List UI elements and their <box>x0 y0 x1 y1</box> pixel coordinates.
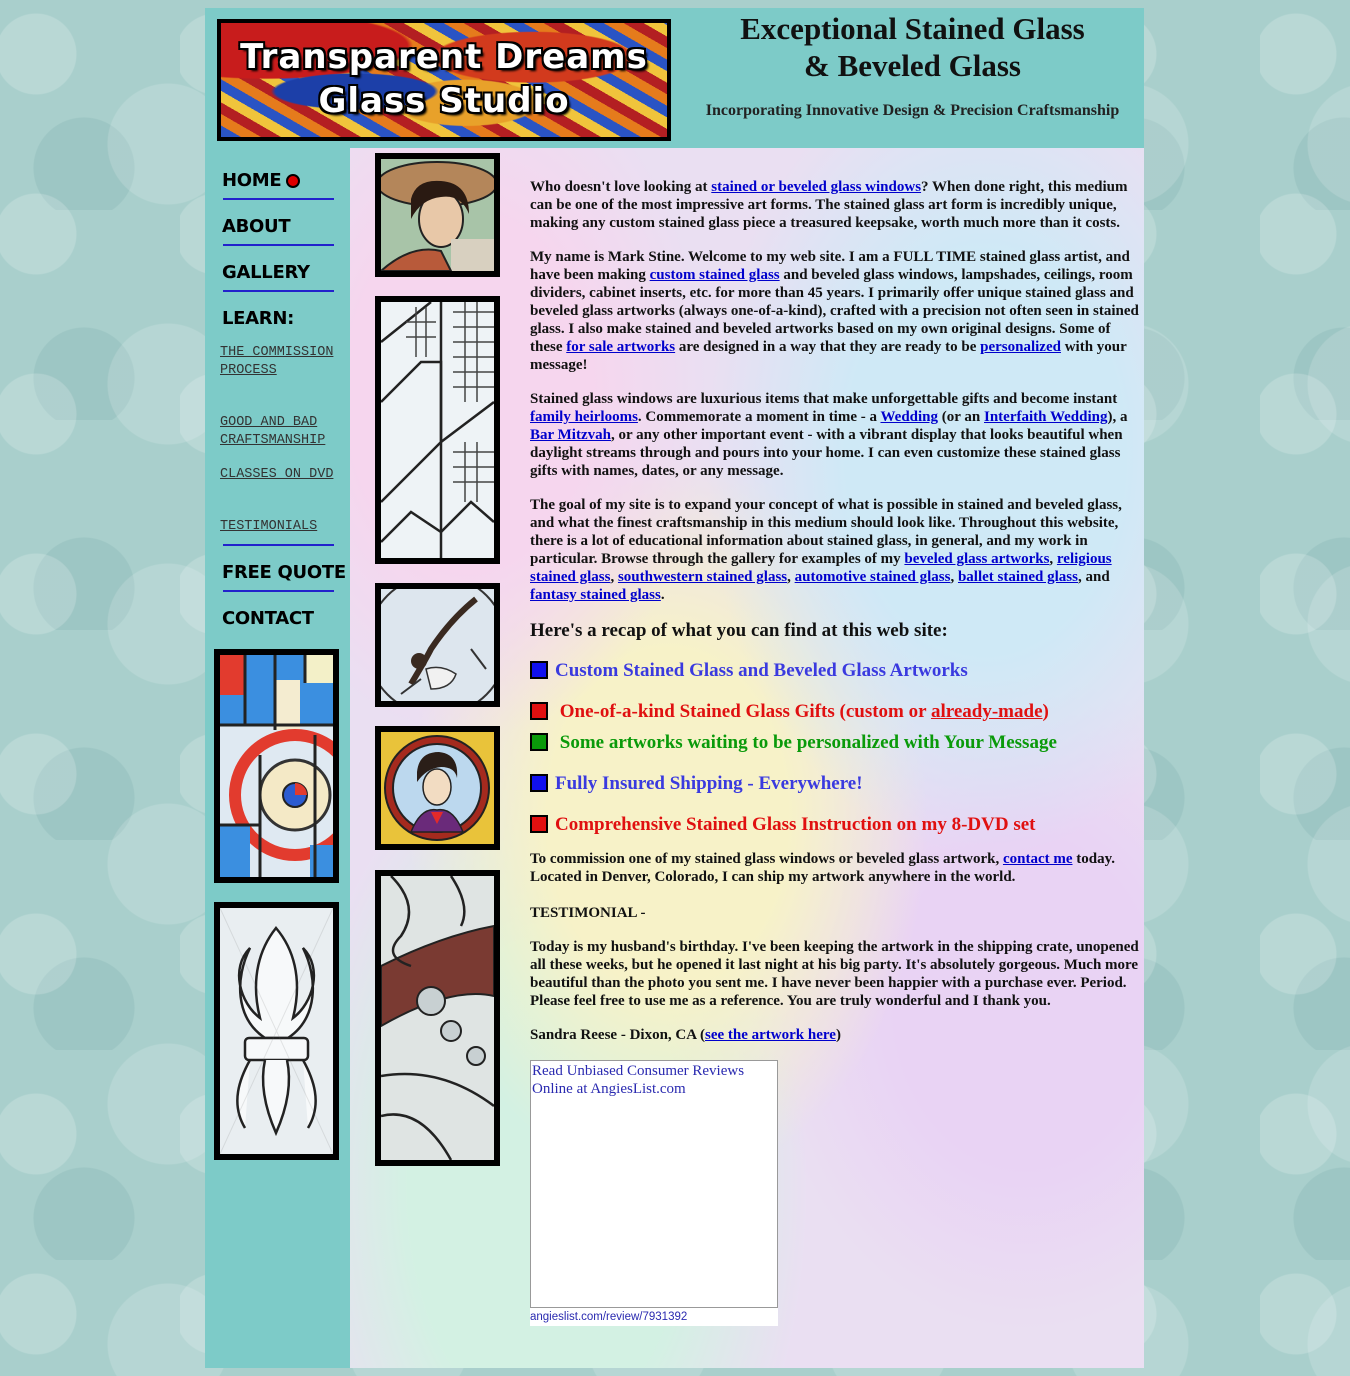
portrait-roundel-art <box>381 732 494 844</box>
green-square-icon <box>530 733 548 751</box>
page-title <box>685 10 1140 84</box>
gifts-paragraph <box>530 390 1142 480</box>
text-span: One-of-a-kind Stained Glass Gifts (custom or <box>559 701 931 722</box>
blue-square-icon <box>530 774 548 792</box>
nav-divider <box>223 590 334 592</box>
text-span: . Commemorate a moment in time - a <box>637 409 881 425</box>
abstract-tall-art <box>381 876 494 1160</box>
text-span: ? When done right, this medium can be one of the most impressive art forms. The stained glass art form is incredibly unique, making any custom stained glass piece a treasured keepsake, worth much more than it costs. <box>530 179 1128 231</box>
feature-item <box>530 660 1142 682</box>
text-span: , <box>950 569 958 585</box>
recap-heading: Here's a recap of what you can find at this web site: <box>530 620 948 641</box>
text-span: are designed in a way that they are ready to be <box>675 339 981 355</box>
text-span: Who doesn't love looking at <box>530 179 712 195</box>
text-span: , <box>1049 551 1057 567</box>
portrait-roundel-glass-image[interactable] <box>375 726 500 850</box>
nav-divider <box>223 290 334 292</box>
text-span: Some artworks waiting to be personalized with Your Message <box>559 732 1057 753</box>
text-span: (or an <box>938 409 984 425</box>
link-custom-stained-glass[interactable]: custom stained glass <box>649 267 780 283</box>
geometric-glass-art <box>220 655 333 877</box>
link-contact-me[interactable]: contact me <box>1002 851 1073 867</box>
intro-paragraph <box>530 178 1142 232</box>
text-span: My name is Mark Stine. Welcome to my web site. I am a FULL TIME stained glass artist, and have been making <box>530 249 1130 283</box>
link-automotive-stained-glass[interactable]: automotive stained glass <box>794 569 951 585</box>
text-span: , or any other important event - with a vibrant display that looks beautiful when daylight streams through and pours into your home. I can even customize these stained glass gifts with names, dates, or any message. <box>530 427 1123 479</box>
feature-item <box>530 814 1142 836</box>
nav-divider <box>223 544 334 546</box>
page-wrapper <box>205 8 1144 1368</box>
link-stained-beveled-windows[interactable]: stained or beveled glass windows <box>711 179 922 195</box>
fleur-glass-image[interactable] <box>214 902 339 1160</box>
nav-commission-process[interactable]: THE COMMISSION PROCESS <box>220 345 334 378</box>
link-interfaith-wedding[interactable]: Interfaith Wedding <box>984 409 1108 425</box>
nav-home-label: HOME <box>222 170 282 191</box>
logo-line2: Glass Studio <box>318 81 570 121</box>
link-bar-mitzvah[interactable]: Bar Mitzvah <box>530 427 611 443</box>
main-content <box>350 148 1144 1368</box>
feature-item <box>530 701 1142 723</box>
testimonial-heading: TESTIMONIAL - <box>530 905 646 921</box>
nav-contact[interactable]: CONTACT <box>222 608 314 629</box>
text-span: ), a <box>1107 409 1128 425</box>
testimonial-signature <box>530 1026 1142 1044</box>
nav-classes-dvd[interactable]: CLASSES ON DVD <box>220 467 334 482</box>
text-span: today. Located in Denver, Colorado, I can ship my artwork anywhere in the world. <box>530 851 1116 885</box>
goal-paragraph <box>530 496 1142 604</box>
lady-portrait-art <box>381 159 494 271</box>
link-for-sale-artworks[interactable]: for sale artworks <box>566 339 676 355</box>
about-paragraph <box>530 248 1142 374</box>
link-beveled-glass-artworks[interactable]: beveled glass artworks <box>904 551 1050 567</box>
nav-craftsmanship[interactable]: GOOD AND BAD CRAFTSMANSHIP <box>220 415 326 448</box>
link-southwestern-stained-glass[interactable]: southwestern stained glass <box>617 569 788 585</box>
link-ballet-stained-glass[interactable]: ballet stained glass <box>957 569 1078 585</box>
text-span: Stained glass windows are luxurious items that make unforgettable gifts and become instant <box>530 391 1118 407</box>
text-span: , <box>787 569 795 585</box>
testimonial-body: Today is my husband's birthday. I've been keeping the artwork in the shipping crate, unopened all these weeks, but he opened it last night at his big party. It's absolutely gorgeous. Much more beautiful than the photo you sent me. I have never been happier with a purchase ever. Period. Please feel free to use me as a reference. You are truly wonderful and I thank you. <box>530 939 1139 1009</box>
feature-text: Custom Stained Glass and Beveled Glass Artworks <box>555 660 968 681</box>
angies-list-link[interactable]: angieslist.com/review/7931392 <box>530 1308 778 1326</box>
studio-logo[interactable] <box>217 19 671 141</box>
text-span: with your message! <box>530 339 1127 373</box>
link-see-artwork[interactable]: see the artwork here <box>705 1027 836 1043</box>
text-span: To commission one of my stained glass windows or beveled glass artwork, <box>530 851 1003 867</box>
feature-text: Fully Insured Shipping - Everywhere! <box>555 773 863 794</box>
text-span: ) <box>1042 701 1049 722</box>
commission-paragraph <box>530 850 1142 886</box>
feature-item <box>530 732 1142 754</box>
red-square-icon <box>530 702 548 720</box>
ballet-dancer-glass-image[interactable] <box>375 583 500 707</box>
nav-divider <box>223 198 334 200</box>
fleur-glass-art <box>220 908 333 1154</box>
text-span: , <box>610 569 618 585</box>
blue-square-icon <box>530 661 548 679</box>
ballet-dancer-art <box>381 589 494 701</box>
logo-line1: Transparent Dreams <box>240 37 648 77</box>
feature-text <box>555 732 1057 754</box>
nav-home[interactable] <box>222 170 300 198</box>
text-span: . <box>660 587 665 603</box>
nav-about[interactable]: ABOUT <box>222 216 291 237</box>
beveled-window-image[interactable] <box>375 296 500 564</box>
link-already-made[interactable]: already-made <box>930 701 1043 722</box>
link-family-heirlooms[interactable]: family heirlooms <box>530 409 638 425</box>
feature-text: Comprehensive Stained Glass Instruction on my 8-DVD set <box>555 814 1036 835</box>
text-span: The goal of my site is to expand your concept of what is possible in stained and beveled glass, and what the finest craftsmanship in this medium should look like. Throughout this website, there is a lot of educational information about stained glass, in general, and my work in particular. Browse through the gallery for examples of my <box>530 497 1122 567</box>
text-span: , and <box>1077 569 1110 585</box>
link-personalized[interactable]: personalized <box>980 339 1061 355</box>
red-square-icon <box>530 815 548 833</box>
text-span: Sandra Reese - Dixon, CA ( <box>530 1027 705 1043</box>
link-religious-stained-glass[interactable]: religious stained glass <box>530 551 1112 585</box>
tagline-line2: & Beveled Glass <box>804 48 1021 83</box>
angies-list-badge[interactable]: Read Unbiased Consumer Reviews Online at AngiesList.com <box>530 1060 778 1308</box>
nav-learn-heading: LEARN: <box>222 308 295 329</box>
text-span: ) <box>835 1027 841 1043</box>
nav-divider <box>223 244 334 246</box>
nav-free-quote[interactable]: FREE QUOTE <box>222 562 346 583</box>
link-fantasy-stained-glass[interactable]: fantasy stained glass <box>530 587 661 603</box>
abstract-tall-glass-image[interactable] <box>375 870 500 1166</box>
article-text <box>530 178 1142 1326</box>
subtagline: Incorporating Innovative Design & Precision Craftsmanship <box>705 102 1120 119</box>
link-wedding[interactable]: Wedding <box>880 409 939 425</box>
nav-gallery[interactable]: GALLERY <box>222 262 310 283</box>
tagline-line1: Exceptional Stained Glass <box>740 11 1085 46</box>
lady-portrait-glass-image[interactable] <box>375 153 500 277</box>
feature-item <box>530 773 1142 795</box>
current-page-dot-icon <box>286 174 300 188</box>
feature-text <box>555 701 1049 723</box>
beveled-window-art <box>381 302 494 558</box>
text-span: and beveled glass windows, lampshades, ceilings, room dividers, cabinet inserts, etc. for more than 45 years. I primarily offer unique stained glass and beveled glass artworks (always one-of-a-kind), crafted with a precision not often seen in stained glass. I also make stained and beveled artworks based on my own original designs. Some of these <box>530 267 1139 355</box>
geometric-glass-image[interactable] <box>214 649 339 883</box>
nav-testimonials[interactable]: TESTIMONIALS <box>220 519 318 534</box>
